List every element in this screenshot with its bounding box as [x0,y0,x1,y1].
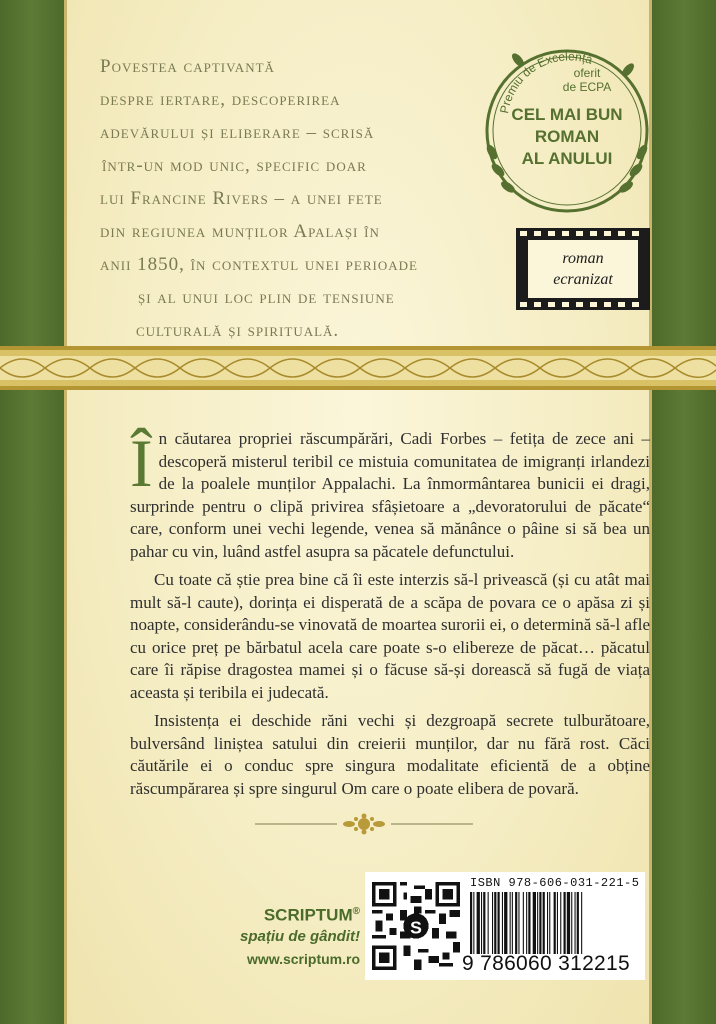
publisher-name-text: SCRIPTUM [263,905,353,925]
publisher-slogan: spațiu de gândit! [240,927,360,945]
barcode-bar [488,892,489,954]
ornamental-band-icon [0,346,716,390]
barcode-bar [549,892,550,954]
award-arc-text: Premiu de Excelență [497,49,595,115]
barcode-digits: 9 786060 312215 [462,952,630,975]
intro-line: anii 1850, în contextul unei perioade [100,254,418,275]
barcode-bar [481,892,482,954]
barcode-bar [510,892,511,954]
intro-line: culturală și spirituală. [136,320,340,341]
flourish-divider-icon [255,812,473,836]
barcode-bar [564,892,566,954]
intro-blurb [100,50,520,347]
barcode-bar [581,892,582,954]
right-green-border [652,0,716,1024]
barcode-bar [539,892,541,954]
barcode-bar [492,892,493,954]
barcode-bar [512,892,513,954]
barcode-bar [526,892,527,954]
barcode-bar [473,892,474,954]
award-title-line: ROMAN [534,127,600,146]
barcode-bar [577,892,579,954]
paragraph-2: Cu toate că știe prea bine că îi este interzis să-l privească (și cu atât mai mult să-l caute), dorința ei disperată de a scăpa de povara ce o apăsa zi și noapte, considerându-se vinovată de moartea surorii ei, o determină să-l afle cu orice preț pe bărbatul acela care poate s-o elibereze de păcat… păcatul care îi răpise dragostea mamei și o făcuse să-și dorească să fugă de viața aceasta și teribila ei judecată. [130,570,650,702]
barcode-bar [567,892,570,954]
barcode-bar [523,892,524,954]
barcode-bar [533,892,536,954]
intro-line: într-un mod unic, specific doar [102,155,367,176]
barcode-bar [537,892,538,954]
barcode-bar [504,892,507,954]
left-gold-edge [64,0,67,1024]
intro-line: din regiunea munților Apalași în [100,221,380,242]
award-title-line: CEL MAI BUN [511,105,623,124]
award-by: de ECPA [562,80,612,94]
award-offered: oferit [573,66,601,80]
barcode-bar [575,892,576,954]
intro-line: lui Francine Rivers – a unei fete [100,188,383,209]
intro-line: adevărului și eliberare – scrisă [100,122,375,143]
barcode-icon [468,892,640,954]
barcode-bar [470,892,472,954]
barcode-bar [557,892,558,954]
barcode-bar [547,892,548,954]
paragraph-3: Insistența ei deschide răni vechi și dezgroapă secrete tulburătoare, bulversând liniștea satului din creierii munților, dar nu fără rost. Căci căutările ei o conduc spre singura modalitate eficientă de a obține răscumpărarea și spre singurul Om care o poate elibera de povară. [130,711,650,798]
barcode-bar [560,892,561,954]
isbn-label: ISBN 978-606-031-221-5 [470,876,640,890]
intro-line: și al unui loc plin de tensiune [138,287,395,308]
barcode-bar [477,892,480,954]
barcode-bar [502,892,503,954]
barcode-bar [518,892,519,954]
barcode-bar [571,892,572,954]
film-badge-text [531,248,635,290]
left-green-border [0,0,64,1024]
publisher-url: www.scriptum.ro [246,950,360,967]
film-badge-line: ecranizat [553,271,613,288]
publisher-name [200,902,360,926]
svg-text:S: S [410,917,422,938]
registered-mark: ® [352,906,360,917]
barcode-bar [494,892,496,954]
description-text [130,425,650,806]
barcode-bar [515,892,517,954]
paragraph-1 [130,425,650,563]
barcode-bar [498,892,500,954]
barcode-bar [554,892,556,954]
intro-line: Povestea captivantă [100,56,275,77]
award-title-line: AL ANULUI [521,149,613,168]
barcode-bar [483,892,485,954]
drop-cap: Î [130,425,153,501]
intro-line: despre iertare, descoperirea [100,89,341,110]
award-title [478,104,656,170]
qr-code-icon [372,882,460,970]
barcode-bar [528,892,530,954]
paragraph-1-text: n căutarea propriei răscumpărări, Cadi Forbes – fetița de zece ani – descoperă misterul teribil ce mistuia comunitatea de imigranți irlandezi de la poalele munților Appalachi. La înmormântarea bunicii ei dragi, surprinde pentru o clipă privirea sfâșietoare a „devoratorului de păcate“ care, conform unei vechi legende, venea să mănânce o pâine si să bea un pahar cu vin, luând astfel asupra sa păcatele defunctului. [130,429,650,561]
publisher-block [200,902,360,970]
film-badge-line: roman [562,250,604,267]
barcode-bar [543,892,545,954]
